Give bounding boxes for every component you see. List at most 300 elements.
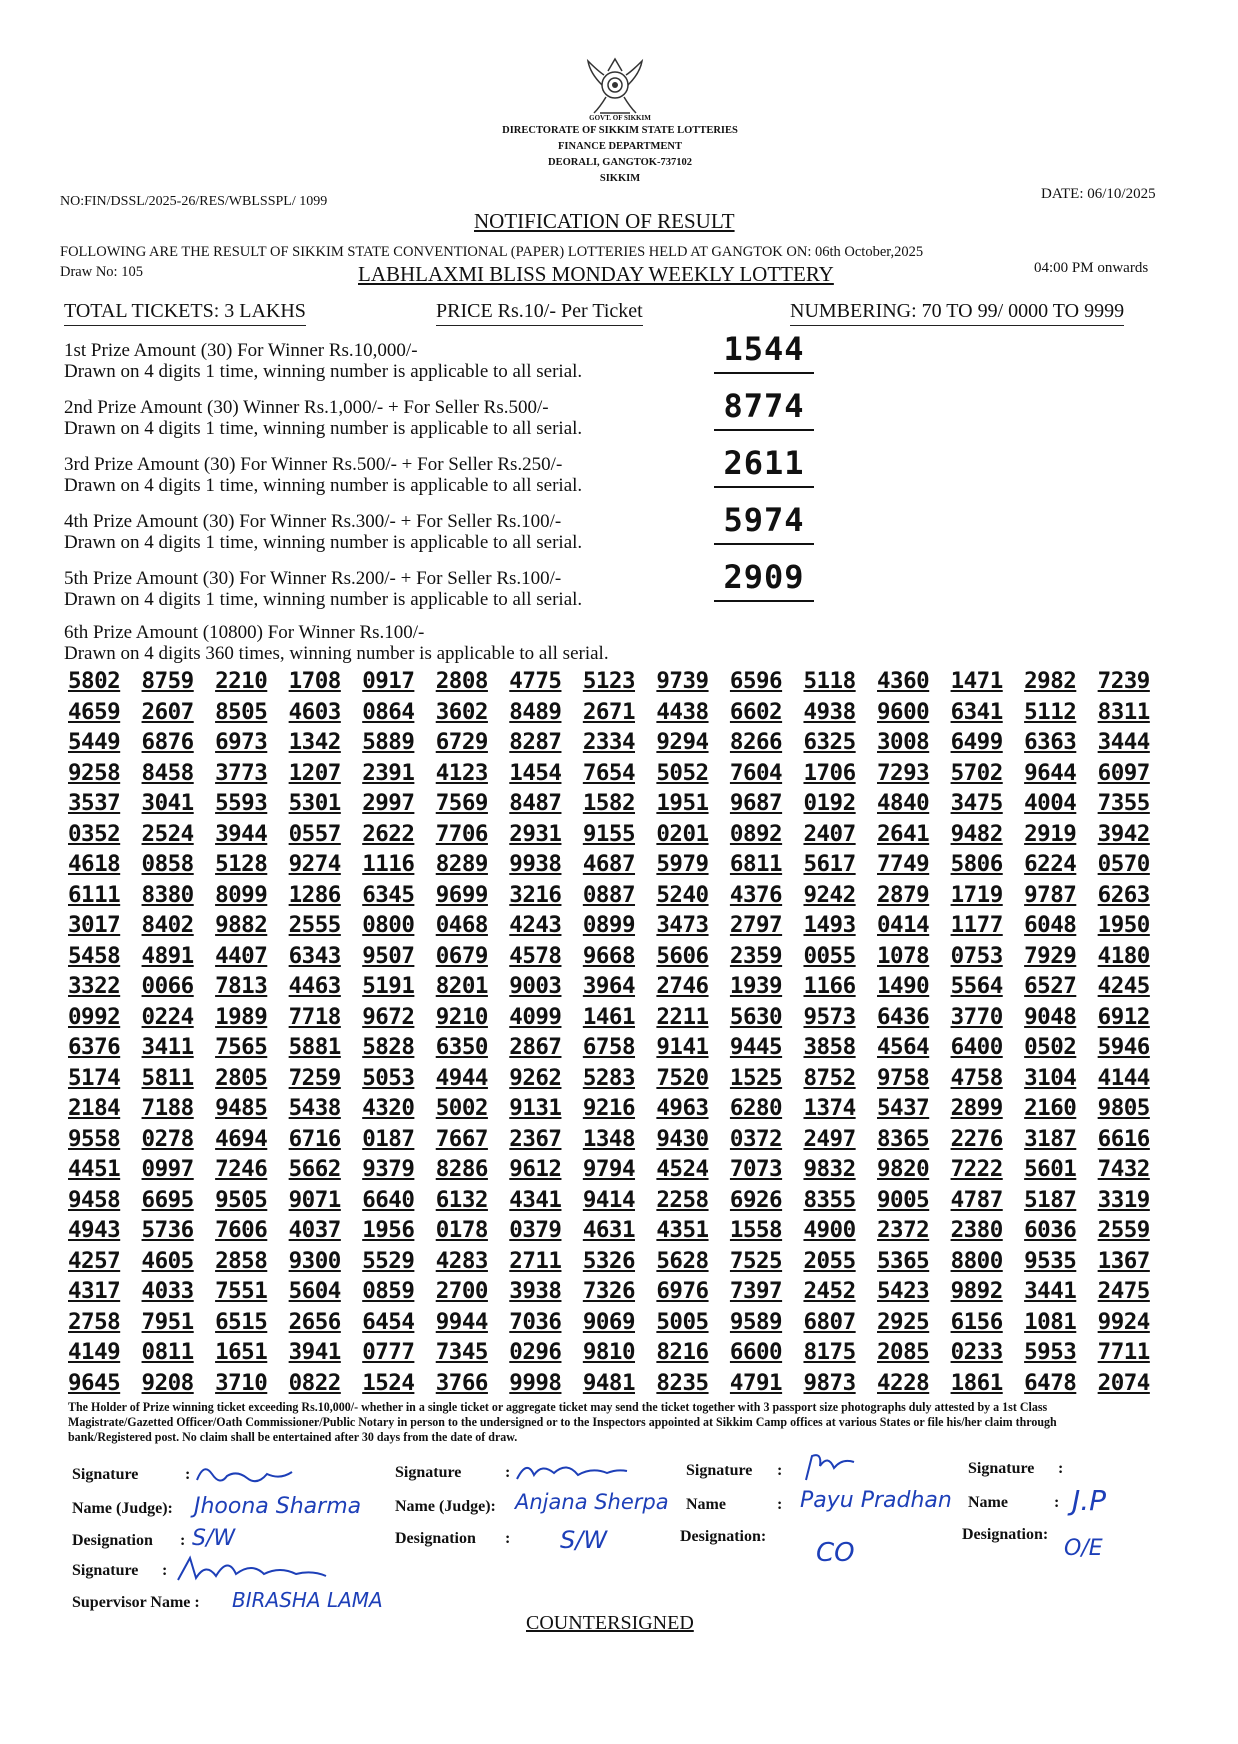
winning-number: 7667	[435, 1125, 488, 1152]
winning-number: 6097	[1097, 759, 1150, 786]
prize-5-number: 2909	[714, 558, 814, 602]
winning-number: 9155	[582, 820, 636, 847]
winning-number: 0414	[877, 912, 930, 938]
winning-number: 2622	[362, 820, 415, 847]
state-label: SIKKIM	[599, 173, 641, 184]
winning-number: 7604	[729, 759, 783, 786]
winning-number: 6695	[141, 1186, 194, 1213]
address-label: DEORALI, GANGTOK-737102	[548, 157, 692, 168]
winning-number: 8201	[435, 973, 488, 999]
winning-number: 0858	[141, 851, 194, 877]
winning-number: 2879	[877, 881, 930, 908]
winning-number: 4180	[1097, 942, 1150, 969]
winning-number: 7246	[215, 1156, 268, 1182]
winning-number: 2372	[877, 1217, 930, 1243]
winning-number: 6640	[362, 1186, 415, 1213]
numbers-row	[68, 1126, 1150, 1157]
winning-number: 2559	[1097, 1217, 1150, 1243]
winning-number: 5174	[68, 1064, 121, 1091]
winning-number: 8365	[877, 1125, 930, 1152]
judge-2-designation: S/W	[560, 1526, 608, 1554]
winning-number: 1081	[1024, 1308, 1077, 1335]
name-label-3: Name	[686, 1496, 726, 1513]
winning-number: 7073	[729, 1156, 783, 1182]
winning-number: 4631	[582, 1217, 636, 1243]
numbers-row	[68, 1187, 1150, 1218]
winning-number: 9832	[803, 1156, 856, 1182]
winning-number: 5953	[1024, 1339, 1077, 1365]
winning-number: 7293	[877, 759, 930, 786]
winning-number: 3942	[1097, 820, 1150, 847]
winning-number: 9758	[877, 1064, 930, 1091]
winning-number: 4283	[435, 1247, 488, 1274]
winning-number: 0352	[68, 820, 121, 847]
winning-number: 5593	[215, 790, 268, 816]
winning-number: 8266	[729, 729, 783, 755]
winning-number: 0679	[435, 942, 488, 969]
winning-number: 6325	[803, 729, 856, 755]
winning-number: 4687	[582, 851, 636, 877]
prize-4-number: 5974	[714, 501, 814, 545]
winning-number: 2758	[68, 1308, 121, 1335]
winning-number: 5123	[582, 668, 636, 694]
winning-number: 5802	[68, 668, 121, 694]
winning-number: 2867	[509, 1034, 562, 1060]
winning-number: 3766	[435, 1369, 488, 1396]
winning-number: 2711	[509, 1247, 562, 1274]
winning-number: 6111	[68, 881, 121, 908]
winning-number: 8235	[656, 1369, 709, 1396]
prize-3-line1: 3rd Prize Amount (30) For Winner Rs.500/- + For Seller Rs.250/-	[64, 454, 563, 475]
winning-number: 4341	[509, 1186, 562, 1213]
winning-number: 0178	[435, 1217, 488, 1243]
winning-number: 0066	[141, 973, 194, 999]
judge-1-name: Jhoona Sharma	[194, 1494, 362, 1519]
winning-number: 4758	[950, 1064, 1003, 1091]
numbers-row	[68, 1095, 1150, 1126]
winning-number: 8489	[509, 698, 562, 725]
winning-number: 3773	[215, 759, 268, 786]
winning-number: 2497	[803, 1125, 856, 1152]
winning-number: 5283	[582, 1064, 636, 1091]
winning-number: 8759	[141, 668, 194, 694]
winning-number: 6436	[877, 1003, 930, 1030]
winning-number: 1374	[803, 1095, 856, 1121]
winning-number: 7345	[435, 1339, 488, 1365]
winning-number: 4463	[288, 973, 341, 999]
signature-label-3: Signature	[686, 1462, 753, 1479]
winning-number: 5052	[656, 759, 709, 786]
winning-number: 0233	[950, 1339, 1003, 1365]
winning-number: 9892	[950, 1278, 1003, 1304]
winning-number: 2258	[656, 1186, 709, 1213]
winning-number: 3770	[950, 1003, 1003, 1030]
winning-number: 9558	[68, 1125, 121, 1152]
winning-number: 9379	[362, 1156, 415, 1182]
winning-number: 2555	[288, 912, 341, 938]
winning-number: 0892	[729, 820, 783, 847]
winning-number: 9208	[141, 1369, 194, 1396]
signature-label-2: Signature	[395, 1464, 462, 1481]
winning-number: 9873	[803, 1369, 856, 1396]
total-tickets: TOTAL TICKETS: 3 LAKHS	[64, 300, 306, 326]
prize-2-line2: Drawn on 4 digits 1 time, winning number is applicable to all serial.	[64, 418, 583, 439]
winning-number: 2656	[288, 1308, 341, 1335]
winning-number: 2671	[582, 698, 636, 725]
winning-number: 9485	[215, 1095, 268, 1121]
winning-number: 6912	[1097, 1003, 1150, 1030]
winning-number: 9482	[950, 820, 1003, 847]
colon-1: :	[185, 1466, 191, 1483]
winning-number: 0224	[141, 1003, 194, 1030]
winning-number: 8287	[509, 729, 562, 755]
winning-number: 6036	[1024, 1217, 1077, 1243]
winning-number: 5564	[950, 973, 1003, 999]
prize-6-line1: 6th Prize Amount (10800) For Winner Rs.100/-	[64, 622, 425, 643]
winning-number: 3473	[656, 912, 709, 938]
winning-number: 8289	[435, 851, 488, 877]
winning-number: 5806	[950, 851, 1003, 877]
winning-number: 0992	[68, 1003, 121, 1030]
winning-number: 6716	[288, 1125, 341, 1152]
winning-number: 9481	[582, 1369, 636, 1396]
winning-number: 5301	[288, 790, 341, 816]
prize-1-line2: Drawn on 4 digits 1 time, winning number is applicable to all serial.	[64, 361, 583, 382]
colon-5: :	[162, 1562, 168, 1579]
winning-number: 5736	[141, 1217, 194, 1243]
prize-2-description	[64, 397, 582, 439]
winning-number: 1116	[362, 851, 415, 877]
winning-number: 3444	[1097, 729, 1150, 755]
colon-desig-1: :	[180, 1532, 186, 1549]
winning-number: 6363	[1024, 729, 1077, 755]
winning-number: 5365	[877, 1247, 930, 1274]
winning-number: 1342	[288, 729, 341, 755]
winning-number: 5053	[362, 1064, 415, 1091]
prize-5-line1: 5th Prize Amount (30) For Winner Rs.200/- + For Seller Rs.100/-	[64, 568, 562, 589]
winning-number: 7525	[729, 1247, 783, 1274]
prize-4-description	[64, 511, 582, 553]
winning-number: 5458	[68, 942, 121, 969]
numbers-row	[68, 729, 1150, 760]
winning-number: 9699	[435, 881, 488, 908]
directorate-label: DIRECTORATE OF SIKKIM STATE LOTTERIES	[502, 125, 738, 136]
winning-number: 9210	[435, 1003, 488, 1030]
winning-number: 9458	[68, 1186, 121, 1213]
winning-number: 0864	[362, 698, 415, 725]
signature-label-5: Signature	[72, 1562, 139, 1579]
winning-number: 7222	[950, 1156, 1003, 1182]
winning-number: 4228	[877, 1369, 930, 1396]
numbers-row	[68, 1217, 1150, 1248]
winning-number: 9810	[582, 1339, 636, 1365]
winning-number: 5128	[215, 851, 268, 877]
winning-number: 8099	[215, 881, 268, 908]
winning-number: 3319	[1097, 1186, 1150, 1213]
winning-number: 9262	[509, 1064, 562, 1091]
supervisor-name-label: Supervisor Name :	[72, 1594, 200, 1611]
prize-2-line1: 2nd Prize Amount (30) Winner Rs.1,000/- + For Seller Rs.500/-	[64, 397, 549, 418]
winning-number: 8286	[435, 1156, 488, 1182]
winning-number: 0557	[288, 820, 341, 847]
winning-number: 1493	[803, 912, 856, 938]
winning-number: 6376	[68, 1034, 121, 1060]
winning-number: 4603	[288, 698, 341, 725]
winning-number: 9505	[215, 1186, 268, 1213]
reference-number: NO:FIN/DSSL/2025-26/RES/WBLSSPL/ 1099	[60, 194, 328, 209]
designation-label-3: Designation:	[680, 1528, 767, 1545]
numbers-row	[68, 851, 1150, 882]
winning-number: 2641	[877, 820, 930, 847]
winning-number: 9071	[288, 1186, 341, 1213]
winning-number: 5423	[877, 1278, 930, 1304]
winning-number: 2334	[582, 729, 636, 755]
winning-number: 7718	[288, 1003, 341, 1030]
winning-number: 7711	[1097, 1339, 1150, 1365]
winning-number: 4963	[656, 1095, 709, 1121]
winning-number: 9924	[1097, 1308, 1150, 1335]
winning-number: 0777	[362, 1339, 415, 1365]
draw-number: Draw No: 105	[60, 264, 143, 280]
numbers-row	[68, 1339, 1150, 1370]
name-label-4: Name	[968, 1494, 1008, 1511]
winning-number: 9005	[877, 1186, 930, 1213]
numbers-row	[68, 1370, 1150, 1401]
winning-number: 4351	[656, 1217, 709, 1243]
numbers-row	[68, 912, 1150, 943]
signature-scribble-2-icon	[512, 1455, 632, 1485]
winning-number: 6400	[950, 1034, 1003, 1060]
numbers-row	[68, 882, 1150, 913]
numbers-row	[68, 699, 1150, 730]
winning-number: 2359	[729, 942, 783, 969]
winning-number: 3944	[215, 820, 268, 847]
winning-number: 6616	[1097, 1125, 1150, 1152]
numbers-row	[68, 821, 1150, 852]
winning-number: 5889	[362, 729, 415, 755]
winning-number: 3104	[1024, 1064, 1077, 1091]
numbers-row	[68, 1278, 1150, 1309]
name-judge-label-2: Name (Judge):	[395, 1498, 496, 1515]
winning-number: 3216	[509, 881, 562, 908]
winning-number: 5702	[950, 759, 1003, 786]
winning-number: 1706	[803, 759, 856, 786]
winning-number: 3322	[68, 973, 121, 999]
winning-number: 9573	[803, 1003, 856, 1030]
winning-number: 3411	[141, 1034, 194, 1060]
winning-number: 5811	[141, 1064, 194, 1091]
winning-number: 5112	[1024, 698, 1077, 725]
state-emblem-icon	[580, 55, 650, 117]
winning-number: 0859	[362, 1278, 415, 1304]
winning-number: 0379	[509, 1217, 562, 1243]
winning-number: 9414	[582, 1186, 636, 1213]
winning-number: 9141	[656, 1034, 709, 1060]
winning-number: 2074	[1097, 1369, 1150, 1396]
winning-number: 9787	[1024, 881, 1077, 908]
winning-number: 1471	[950, 668, 1003, 694]
winning-number: 6341	[950, 698, 1003, 725]
numbers-row	[68, 790, 1150, 821]
winning-number: 4944	[435, 1064, 488, 1091]
winning-number: 6156	[950, 1308, 1003, 1335]
winning-number: 4943	[68, 1217, 121, 1243]
prize-6-description	[64, 622, 609, 664]
winning-number: 4149	[68, 1339, 121, 1365]
winning-number: 7565	[215, 1034, 268, 1060]
winning-number: 8487	[509, 790, 562, 816]
winning-number: 3041	[141, 790, 194, 816]
winning-number: 9794	[582, 1156, 636, 1182]
winning-number: 5662	[288, 1156, 341, 1182]
numbers-row	[68, 1034, 1150, 1065]
winning-number: 7259	[288, 1064, 341, 1091]
winning-number: 8402	[141, 912, 194, 938]
winning-number: 0055	[803, 942, 856, 969]
winning-number: 2808	[435, 668, 488, 694]
winning-number: 5187	[1024, 1186, 1077, 1213]
winning-number: 0570	[1097, 851, 1150, 877]
winning-number: 3537	[68, 790, 121, 816]
winning-number: 6224	[1024, 851, 1077, 877]
winning-number: 5449	[68, 729, 121, 755]
supervisor-name: BIRASHA LAMA	[232, 1588, 383, 1612]
winning-number: 9430	[656, 1125, 709, 1152]
colon-name-3: :	[777, 1496, 783, 1513]
winning-number: 6132	[435, 1186, 488, 1213]
winning-number: 7606	[215, 1217, 268, 1243]
winning-number: 9294	[656, 729, 709, 755]
winning-number: 4451	[68, 1156, 121, 1182]
winning-number: 1989	[215, 1003, 268, 1030]
winning-number: 9687	[729, 790, 783, 816]
winning-number: 5240	[656, 881, 709, 908]
winning-number: 7036	[509, 1308, 562, 1335]
winning-number: 3475	[950, 790, 1003, 816]
prize-3-number: 2611	[714, 444, 814, 488]
winning-number: 4438	[656, 698, 709, 725]
colon-4: :	[1058, 1460, 1064, 1477]
winning-number: 9274	[288, 851, 341, 877]
winning-number: 0296	[509, 1339, 562, 1365]
winning-number: 6600	[729, 1339, 783, 1365]
prize-3-line2: Drawn on 4 digits 1 time, winning number is applicable to all serial.	[64, 475, 583, 496]
winning-number: 4605	[141, 1247, 194, 1274]
winning-number: 5002	[435, 1095, 488, 1121]
winning-number: 1651	[215, 1339, 268, 1365]
prize-6-line2: Drawn on 4 digits 360 times, winning number is applicable to all serial.	[64, 643, 609, 664]
winning-number: 8380	[141, 881, 194, 908]
colon-3: :	[777, 1462, 783, 1479]
winning-number: 6976	[656, 1278, 709, 1304]
designation-label-1: Designation	[72, 1532, 153, 1549]
winning-number: 0502	[1024, 1034, 1077, 1060]
winning-number: 4320	[362, 1095, 415, 1121]
prize-1-description	[64, 340, 582, 382]
winning-number: 4037	[288, 1217, 341, 1243]
signature-label-4: Signature	[968, 1460, 1035, 1477]
winning-number: 9668	[582, 942, 636, 969]
winning-number: 0997	[141, 1156, 194, 1182]
winning-number: 8800	[950, 1247, 1003, 1274]
winning-number: 7929	[1024, 942, 1077, 969]
winning-number: 6758	[582, 1034, 636, 1060]
winning-number: 7397	[729, 1278, 783, 1304]
winning-number: 9944	[435, 1308, 488, 1335]
winning-number: 2607	[141, 698, 194, 725]
department-label: FINANCE DEPARTMENT	[558, 141, 682, 152]
winning-number: 4791	[729, 1369, 783, 1396]
winning-number: 6343	[288, 942, 341, 969]
winning-number: 2805	[215, 1064, 268, 1091]
winning-number: 7520	[656, 1064, 709, 1091]
winning-number: 6263	[1097, 881, 1150, 908]
winning-number: 9300	[288, 1247, 341, 1274]
winning-number: 5438	[288, 1095, 341, 1121]
winning-number: 5437	[877, 1095, 930, 1121]
winning-number: 8175	[803, 1339, 856, 1365]
winning-number: 5979	[656, 851, 709, 877]
winning-number: 9600	[877, 698, 930, 725]
winning-number: 1956	[362, 1217, 415, 1243]
winning-number: 2367	[509, 1125, 562, 1152]
winning-number: 4376	[729, 881, 783, 908]
prize-2-number: 8774	[714, 387, 814, 431]
signature-scribble-1-icon	[192, 1460, 302, 1488]
winning-number: 5881	[288, 1034, 341, 1060]
winning-number: 1078	[877, 942, 930, 969]
winning-number: 7326	[582, 1278, 636, 1304]
winning-number: 0278	[141, 1125, 194, 1152]
numbers-row	[68, 1004, 1150, 1035]
judge-2-name: Anjana Sherpa	[515, 1490, 669, 1514]
winning-number: 9507	[362, 942, 415, 969]
winning-number: 2452	[803, 1278, 856, 1304]
winning-number: 8311	[1097, 698, 1150, 725]
winning-number: 5601	[1024, 1156, 1077, 1182]
winning-number: 4840	[877, 790, 930, 816]
winning-number: 1524	[362, 1369, 415, 1396]
winning-number: 7706	[435, 820, 488, 847]
winning-number: 4317	[68, 1278, 121, 1304]
winning-number: 5118	[803, 668, 856, 694]
winning-number: 5630	[729, 1003, 783, 1030]
winning-number: 0372	[729, 1125, 783, 1152]
winning-number: 8752	[803, 1064, 856, 1091]
winning-number: 2055	[803, 1247, 856, 1274]
winning-number: 0187	[362, 1125, 415, 1152]
intro-text: FOLLOWING ARE THE RESULT OF SIKKIM STATE CONVENTIONAL (PAPER) LOTTERIES HELD AT GANGTOK ON: 06th October,2025	[60, 244, 924, 260]
winning-number: 0201	[656, 820, 709, 847]
winning-number: 9672	[362, 1003, 415, 1030]
winning-number: 9820	[877, 1156, 930, 1182]
winning-number: 6527	[1024, 973, 1077, 999]
winning-number: 6280	[729, 1095, 783, 1121]
signature-scribble-5-icon	[172, 1552, 332, 1586]
winning-number: 0811	[141, 1339, 194, 1365]
winning-number: 2982	[1024, 668, 1077, 694]
winning-number: 6973	[215, 729, 268, 755]
winning-number: 5529	[362, 1247, 415, 1274]
winning-number: 4407	[215, 942, 268, 969]
winning-number: 0192	[803, 790, 856, 816]
winning-number: 8505	[215, 698, 268, 725]
numbers-row	[68, 973, 1150, 1004]
winning-number: 6478	[1024, 1369, 1077, 1396]
sixth-prize-numbers-grid	[68, 668, 1150, 1400]
winning-number: 9535	[1024, 1247, 1077, 1274]
winning-number: 2276	[950, 1125, 1003, 1152]
